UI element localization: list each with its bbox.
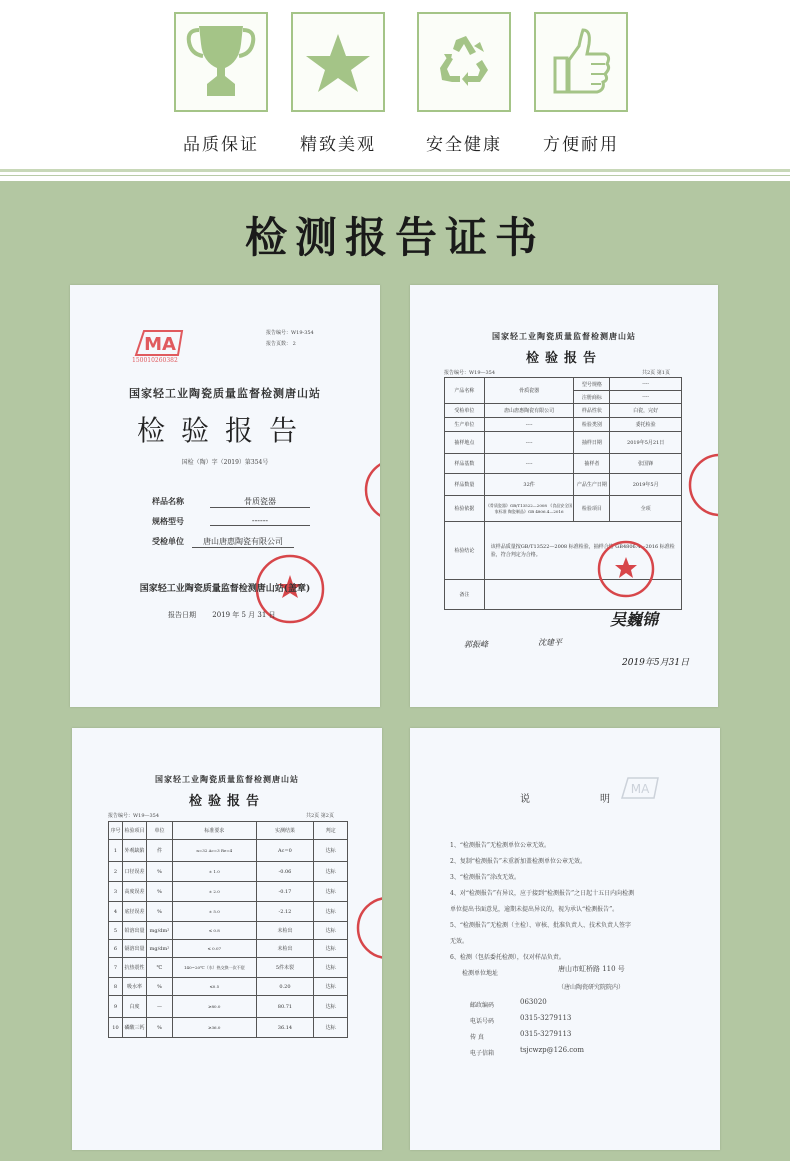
table-cell: -0.06 — [256, 862, 314, 882]
table-cell: % — [146, 978, 172, 996]
seal-fragment-icon — [356, 893, 382, 963]
org-name: 国家轻工业陶瓷质量监督检测唐山站 — [492, 331, 636, 341]
report-number: 报告编号：W19-354 — [266, 330, 314, 336]
contact-value: 063020 — [520, 998, 547, 1006]
table-cell: 抽样者 — [574, 454, 610, 474]
table-cell: % — [146, 862, 172, 882]
field-value: 骨质瓷器 — [210, 496, 310, 508]
table-cell: 80.71 — [256, 996, 314, 1018]
table-row — [445, 496, 682, 522]
table-cell: 36.14 — [256, 1018, 314, 1038]
signature: 吴巍锦 — [610, 610, 659, 629]
table-header: 判定 — [314, 822, 348, 840]
table-cell: -2.12 — [256, 902, 314, 922]
table-cell: % — [146, 882, 172, 902]
table-cell: 《骨质瓷器》GB/T13522—2008 《食品安全国家标准 陶瓷制品》GB 4806.4—2016 — [484, 496, 574, 522]
field-value: ------ — [210, 516, 310, 526]
field-label: 受检单位 — [152, 536, 184, 546]
report-date — [168, 610, 276, 620]
section-title: 检测报告证书 — [244, 213, 545, 262]
table-cell: 注册商标 — [574, 391, 610, 404]
table-cell: 镉溶出量 — [122, 940, 146, 958]
feature-label: 方便耐用 — [543, 135, 619, 155]
table-header: 检验项目 — [122, 822, 146, 840]
trophy-icon — [185, 22, 257, 102]
org-seal-text: 国家轻工业陶瓷质量监督检测唐山站(盖章) — [139, 584, 311, 594]
table-cell: ± 1.0 — [172, 862, 256, 882]
table-cell: 样品数量 — [445, 474, 485, 496]
table-cell: 32件 — [484, 474, 574, 496]
ma-watermark-text: MA — [630, 782, 650, 796]
address-label: 检测单位地址 — [462, 970, 499, 977]
table-cell: 样品基数 — [445, 454, 485, 474]
contact-value: 0315-3279113 — [520, 1030, 572, 1038]
table-cell: 样品性状 — [574, 404, 610, 418]
signature-date: 2019年5月31日 — [622, 658, 690, 668]
divider — [0, 175, 790, 176]
table-cell: 该样品质量按GB/T13522—2008 标准检验，抽样合格 GB4806.4—2016 标准检验，符合判定为合格。 — [484, 522, 681, 580]
table-cell: 达标 — [314, 882, 348, 902]
report-title: 检验报告 — [188, 794, 265, 809]
address-value: 唐山市虹桥路 110 号 — [558, 965, 625, 973]
table-cell: ≤ 0.8 — [172, 922, 256, 940]
feature-label: 精致美观 — [300, 135, 376, 155]
table-cell: 140~20℃（水）热交换一次不裂 — [172, 958, 256, 978]
table-row — [109, 978, 348, 996]
table-cell: 底径误差 — [122, 902, 146, 922]
table-cell: 0.20 — [256, 978, 314, 996]
table-cell: ± 5.0 — [172, 902, 256, 922]
report-title: 检验报告 — [136, 414, 313, 447]
note-line: 单位提出书面意见，逾期未提出异议的，视为承认“检测报告”。 — [450, 906, 619, 913]
signature: 郭振峰 — [464, 640, 488, 649]
table-cell: 达标 — [314, 862, 348, 882]
feature-quality — [174, 12, 268, 155]
note-line: 无效。 — [450, 938, 469, 945]
note-line: 2、复制“检测报告”未重新加盖检测单位公章无效。 — [450, 858, 586, 865]
divider — [0, 169, 790, 172]
table-header-row — [109, 822, 348, 840]
table-header: 标准要求 — [172, 822, 256, 840]
table-cell: -0.17 — [256, 882, 314, 902]
table-cell: 达标 — [314, 902, 348, 922]
field-value: 唐山唐惠陶瓷有限公司 — [192, 536, 294, 548]
table-cell: % — [146, 1018, 172, 1038]
table-row — [445, 404, 682, 418]
table-cell: 5件未裂 — [256, 958, 314, 978]
feature-box — [174, 12, 268, 112]
field-label: 样品名称 — [152, 496, 184, 506]
table-row — [109, 958, 348, 978]
feature-label: 安全健康 — [426, 135, 502, 155]
table-row — [109, 840, 348, 862]
contact-value: 0315-3279113 — [520, 1014, 572, 1022]
report-notes-sheet — [410, 728, 720, 1150]
org-name: 国家轻工业陶瓷质量监督检测唐山站 — [129, 387, 321, 400]
table-cell: 2 — [109, 862, 123, 882]
table-cell: 型号规格 — [574, 378, 610, 391]
page-indicator: 共2页 第1页 — [642, 370, 670, 376]
table-cell: 抽样地点 — [445, 432, 485, 454]
org-name: 国家轻工业陶瓷质量监督检测唐山站 — [155, 774, 299, 784]
table-cell: 检验项目 — [574, 496, 610, 522]
table-cell: 达标 — [314, 996, 348, 1018]
ma-logo-icon — [134, 325, 186, 361]
table-cell: ≥80.0 — [172, 996, 256, 1018]
table-cell: 未检出 — [256, 940, 314, 958]
table-cell: — — [146, 996, 172, 1018]
table-cell: 外观缺陷 — [122, 840, 146, 862]
table-cell: 5 — [109, 922, 123, 940]
table-cell: ≤ 0.07 — [172, 940, 256, 958]
table-cell: 备注 — [445, 580, 485, 610]
report-date-value: 2019 年 5 月 31 日 — [212, 611, 276, 619]
table-cell: 白瓷，完好 — [610, 404, 682, 418]
table-cell: 7 — [109, 958, 123, 978]
report-cover-sheet — [70, 285, 380, 707]
table-cell: 白度 — [122, 996, 146, 1018]
table-cell: 达标 — [314, 958, 348, 978]
table-cell: mg/dm² — [146, 940, 172, 958]
test-results-table — [108, 821, 348, 1038]
table-cell: Ac=0 — [256, 840, 314, 862]
table-cell: ---- — [610, 391, 682, 404]
table-cell: ≤0.5 — [172, 978, 256, 996]
table-row — [445, 378, 682, 391]
table-row — [109, 862, 348, 882]
table-row — [109, 882, 348, 902]
seal-fragment-icon — [686, 450, 718, 520]
table-cell: 抗热震性 — [122, 958, 146, 978]
table-cell: 达标 — [314, 978, 348, 996]
page-count: 报告页数： 2 — [266, 341, 296, 347]
feature-box — [417, 12, 511, 112]
table-cell: 达标 — [314, 1018, 348, 1038]
table-cell: 2019年5月 — [610, 474, 682, 496]
table-cell: ---- — [484, 418, 574, 432]
note-line: 1、“检测报告”无检测单位公章无效。 — [450, 842, 550, 849]
table-cell: 达标 — [314, 940, 348, 958]
table-header: 实测结果 — [256, 822, 314, 840]
table-cell: 3 — [109, 882, 123, 902]
table-cell: 磷酸三钙 — [122, 1018, 146, 1038]
table-cell: 检验结论 — [445, 522, 485, 580]
table-cell: ---- — [610, 378, 682, 391]
table-cell: n=32 Ac=3 Re=4 — [172, 840, 256, 862]
table-cell: ---- — [484, 454, 574, 474]
report-number: 报告编号：W19—354 — [444, 370, 496, 376]
thumbs-up-icon — [545, 22, 617, 102]
table-cell: 达标 — [314, 840, 348, 862]
report-page1-sheet — [410, 285, 718, 707]
table-cell: 吸水率 — [122, 978, 146, 996]
table-cell: 检验依据 — [445, 496, 485, 522]
contact-label: 电子信箱 — [470, 1050, 495, 1057]
star-icon — [302, 22, 374, 102]
table-cell: 产品生产日期 — [574, 474, 610, 496]
table-row — [445, 474, 682, 496]
feature-box — [291, 12, 385, 112]
table-cell: ---- — [484, 432, 574, 454]
contact-label: 传 真 — [470, 1034, 484, 1041]
contact-value: tsjcwzp@126.com — [520, 1046, 585, 1054]
table-row — [109, 922, 348, 940]
table-cell: 高度误差 — [122, 882, 146, 902]
table-row — [109, 940, 348, 958]
table-cell: 检验类别 — [574, 418, 610, 432]
contact-label: 邮政编码 — [470, 1002, 495, 1009]
report-title: 检验报告 — [525, 351, 602, 366]
table-cell: 受检单位 — [445, 404, 485, 418]
table-cell: 口径误差 — [122, 862, 146, 882]
feature-safety — [417, 12, 511, 155]
seal-fragment-icon — [362, 455, 380, 525]
signature: 沈建平 — [538, 638, 562, 647]
table-cell: 全项 — [610, 496, 682, 522]
page-indicator: 共2页 第2页 — [306, 813, 334, 819]
table-row — [109, 902, 348, 922]
ma-number: 150010260382 — [132, 357, 178, 364]
table-cell: 产品名称 — [445, 378, 485, 404]
table-cell: 张国锋 — [610, 454, 682, 474]
note-line: 3、“检测报告”涂改无效。 — [450, 874, 520, 881]
contact-label: 电话号码 — [470, 1018, 495, 1025]
table-cell: 生产单位 — [445, 418, 485, 432]
report-page2-sheet — [72, 728, 382, 1150]
table-cell: 6 — [109, 940, 123, 958]
table-row — [445, 418, 682, 432]
feature-box — [534, 12, 628, 112]
table-cell: 未检出 — [256, 922, 314, 940]
table-cell: 抽样日期 — [574, 432, 610, 454]
table-cell: 8 — [109, 978, 123, 996]
report-number: 报告编号：W19—354 — [108, 813, 160, 819]
note-line: 4、对“检测报告”有异议，应于接到“检测报告”之日起十五日内向检测 — [450, 890, 635, 897]
table-row — [109, 996, 348, 1018]
table-cell: mg/dm² — [146, 922, 172, 940]
ma-logo-text: MA — [144, 334, 176, 355]
table-cell: ≥36.0 — [172, 1018, 256, 1038]
report-date-label: 报告日期 — [168, 611, 196, 619]
table-cell: 件 — [146, 840, 172, 862]
table-cell: 2019年5月21日 — [610, 432, 682, 454]
field-label: 规格型号 — [152, 516, 184, 526]
report-code: 国检（陶）字（2019）第354号 — [181, 459, 269, 466]
note-line: 6、检测（包括委托检测），仅对样品负责。 — [450, 954, 565, 961]
table-cell: 骨质瓷器 — [484, 378, 574, 404]
table-cell: ℃ — [146, 958, 172, 978]
table-row — [109, 1018, 348, 1038]
official-seal-icon — [596, 539, 656, 599]
features-band — [0, 0, 790, 172]
table-cell: 9 — [109, 996, 123, 1018]
note-line: 5、“检测报告”无检测（主检）、审核、批准负责人、技术负责人签字 — [450, 922, 631, 929]
feature-label: 品质保证 — [183, 135, 259, 155]
table-cell: 达标 — [314, 922, 348, 940]
table-cell: % — [146, 902, 172, 922]
feature-beauty — [291, 12, 385, 155]
table-cell: 10 — [109, 1018, 123, 1038]
recycle-icon — [428, 22, 500, 102]
table-cell: 唐山唐惠陶瓷有限公司 — [484, 404, 574, 418]
table-cell: 4 — [109, 902, 123, 922]
table-header: 序号 — [109, 822, 123, 840]
table-cell: 委托检验 — [610, 418, 682, 432]
table-cell: 1 — [109, 840, 123, 862]
table-cell: ± 2.0 — [172, 882, 256, 902]
table-header: 单位 — [146, 822, 172, 840]
feature-durable — [534, 12, 628, 155]
table-row — [445, 454, 682, 474]
notes-title: 说明 — [520, 794, 680, 805]
table-row — [445, 432, 682, 454]
address-value-2: （唐山陶瓷研究院院内） — [558, 984, 625, 991]
table-cell: 铅溶出量 — [122, 922, 146, 940]
